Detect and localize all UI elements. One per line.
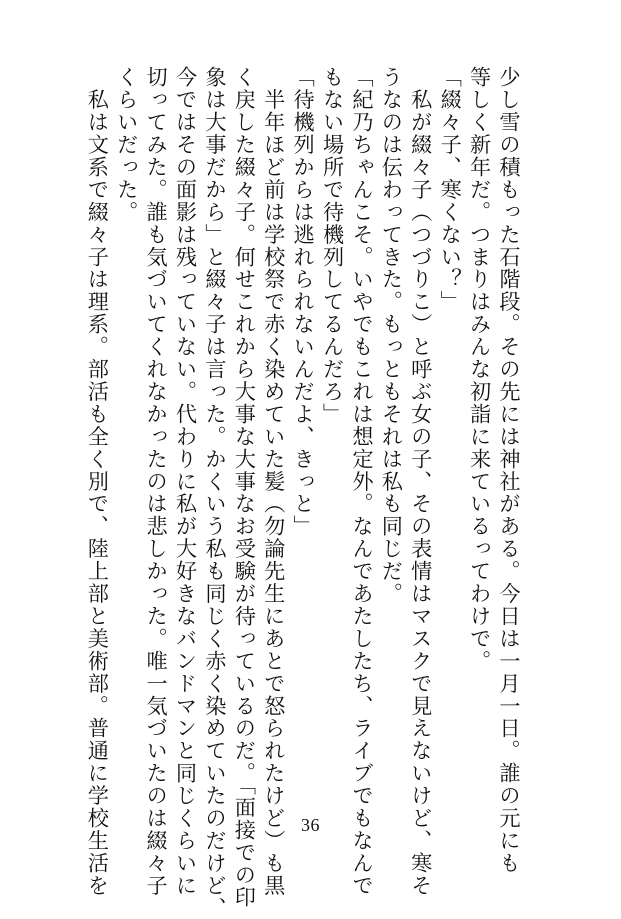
- text-line: 半年ほど前は学校祭で赤く染めていた髪（勿論先生にあとで怒られたけど）も黒: [261, 66, 287, 897]
- text-line: 「待機列からは逃れられないんだよ、きっと」: [291, 66, 317, 538]
- text-line: 切ってみた。誰も気づいてくれなかったのは悲しかった。唯一気づいたのは綴々子: [144, 66, 170, 897]
- text-line: 「綴々子、寒くない？」: [438, 66, 464, 313]
- text-line: く戻した綴々子。何せこれから大事な大事なお受験が待っているのだ。「面接での印: [232, 66, 258, 909]
- text-line: もない場所で待機列してるんだろ」: [320, 66, 346, 426]
- text-line: 等しく新年だ。つまりはみんな初詣に来ているってわけで。: [467, 66, 493, 673]
- text-line: 少し雪の積もった石階段。その先には神社がある。今日は一月一日。誰の元にも: [497, 66, 522, 875]
- text-line: 今ではその面影は残っていない。代わりに私が大好きなバンドマンと同じくらいに: [173, 66, 199, 897]
- text-line: 「紀乃ちゃんこそ。いやでもこれは想定外。なんであたしたち、ライブでもなんで: [349, 66, 375, 897]
- text-line: うなのは伝わってきた。もっともそれは私も同じだ。: [379, 66, 405, 605]
- text-line: 象は大事だから」と綴々子は言った。かくいう私も同じく赤く染めていたのだけど、: [202, 66, 228, 919]
- text-line: 私が綴々子（つづりこ）と呼ぶ女の子、その表情はマスクで見えないけど、寒そ: [408, 66, 434, 897]
- page-number: 36: [301, 815, 320, 835]
- text-line: 私は文系で綴々子は理系。部活も全く別で、陸上部と美術部。普通に学校生活を: [85, 66, 111, 897]
- text-line: くらいだった。: [114, 66, 140, 224]
